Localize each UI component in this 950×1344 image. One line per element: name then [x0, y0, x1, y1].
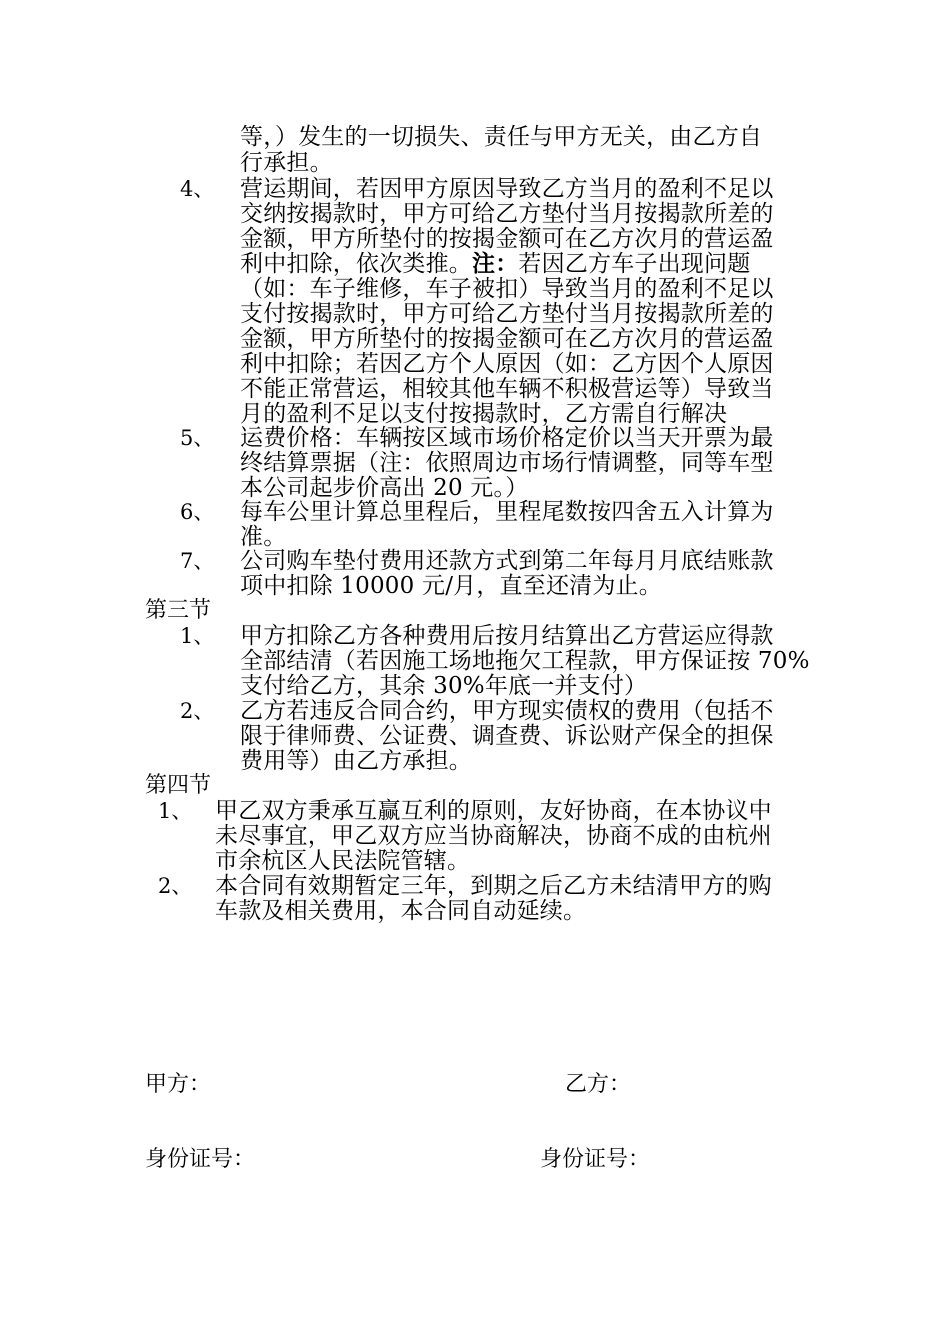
- item5-line-3: 本公司起步价高出 20 元。）: [240, 475, 529, 501]
- item4-line-4-post: 若因乙方车子出现问题: [518, 251, 751, 277]
- party-b-label: 乙方：: [565, 1072, 632, 1097]
- item6-number: 6、: [180, 500, 215, 524]
- item5-line-2: 终结算票据（注：依照周边市场行情调整，同等车型: [240, 450, 774, 476]
- item6-line-2: 准。: [240, 524, 287, 550]
- note-label: 注：: [472, 250, 519, 277]
- s3-item2-line-2: 限于律师费、公证费、调查费、诉讼财产保全的担保: [240, 723, 774, 749]
- item4-line-6: 支付按揭款时，甲方可给乙方垫付当月按揭款所差的: [240, 301, 774, 327]
- s4-item2-number: 2、: [158, 874, 193, 898]
- s4-item1-line-3: 市余杭区人民法院管辖。: [215, 848, 471, 874]
- item3-line-2: 行承担。: [240, 150, 333, 176]
- item6-line-1: 每车公里计算总里程后，里程尾数按四舍五入计算为: [240, 499, 774, 525]
- s4-item2-line-2: 车款及相关费用，本合同自动延续。: [215, 898, 587, 924]
- item4-line-4-pre: 利中扣除，依次类推。: [240, 251, 472, 277]
- item4-line-7: 金额，甲方所垫付的按揭金额可在乙方次月的营运盈: [240, 326, 774, 352]
- item4-line-3: 金额，甲方所垫付的按揭金额可在乙方次月的营运盈: [240, 226, 774, 252]
- item7-line-2: 项中扣除 10000 元/月，直至还清为止。: [240, 573, 662, 599]
- s4-item1-number: 1、: [158, 799, 193, 823]
- party-a-id-label: 身份证号：: [145, 1147, 256, 1172]
- s3-item1-line-2: 全部结清（若因施工场地拖欠工程款，甲方保证按 70%: [240, 648, 810, 674]
- item4-line-4: [240, 250, 750, 278]
- s3-item1-line-1: 甲方扣除乙方各种费用后按月结算出乙方营运应得款: [240, 623, 774, 649]
- item3-line-1: 等，）发生的一切损失、责任与甲方无关，由乙方自: [240, 124, 763, 150]
- item4-number: 4、: [180, 177, 215, 201]
- item4-line-2: 交纳按揭款时，甲方可给乙方垫付当月按揭款所差的: [240, 201, 774, 227]
- party-a-label: 甲方：: [145, 1072, 212, 1097]
- item4-line-8: 利中扣除；若因乙方个人原因（如：乙方因个人原因: [240, 351, 774, 377]
- s3-item1-number: 1、: [180, 624, 215, 648]
- item4-line-9: 不能正常营运，相较其他车辆不积极营运等）导致当: [240, 376, 774, 402]
- s3-item1-line-3: 支付给乙方，其余 30%年底一并支付）: [240, 673, 648, 699]
- section3-title: 第三节: [145, 598, 212, 623]
- item4-line-1: 营运期间，若因甲方原因导致乙方当月的盈利不足以: [240, 176, 774, 202]
- item5-number: 5、: [180, 426, 215, 450]
- s4-item1-line-2: 未尽事宜，甲乙双方应当协商解决，协商不成的由杭州: [215, 823, 772, 849]
- item5-line-1: 运费价格：车辆按区域市场价格定价以当天开票为最: [240, 425, 774, 451]
- s4-item1-line-1: 甲乙双方秉承互赢互利的原则，友好协商，在本协议中: [215, 798, 772, 824]
- item4-line-5: （如：车子维修，车子被扣）导致当月的盈利不足以: [240, 276, 774, 302]
- party-b-id-label: 身份证号：: [540, 1147, 651, 1172]
- item7-number: 7、: [180, 549, 215, 573]
- item4-line-10: 月的盈利不足以支付按揭款时，乙方需自行解决: [240, 401, 728, 427]
- s3-item2-number: 2、: [180, 699, 215, 723]
- s3-item2-line-1: 乙方若违反合同合约，甲方现实债权的费用（包括不: [240, 698, 774, 724]
- s3-item2-line-3: 费用等）由乙方承担。: [240, 748, 472, 774]
- s4-item2-line-1: 本合同有效期暂定三年，到期之后乙方未结清甲方的购: [215, 873, 772, 899]
- section4-title: 第四节: [145, 773, 212, 798]
- item7-line-1: 公司购车垫付费用还款方式到第二年每月月底结账款: [240, 548, 774, 574]
